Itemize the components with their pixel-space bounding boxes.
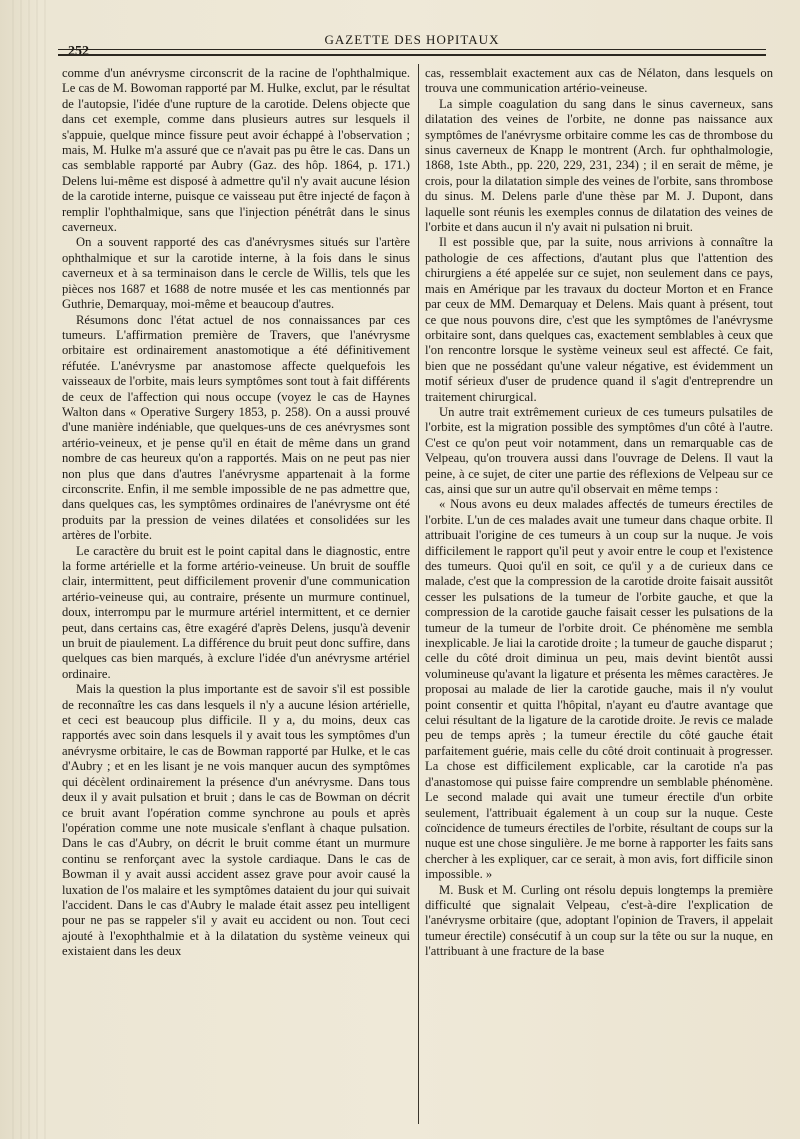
page-header [56, 30, 768, 64]
paragraph: Le caractère du bruit est le point capital dans le diagnostic, entre la forme artérielle et la forme artério-veineuse. Un bruit de souffle clair, intermittent, peut difficilement provenir d'une communication artério-veineuse qui, au contraire, présente un murmure continuel, doux, interrompu par le murmure artériel intermittent, et ce dernier peut, dans certains cas, être exagéré d'après Delens, jusqu'à devenir un bruit de piaulement. La différence du bruit peut donc suffire, dans quelques cas bien marqués, à exclure l'idée d'un anévrysme artériel ordinaire. [62, 543, 410, 681]
paragraph: Un autre trait extrêmement curieux de ces tumeurs pulsatiles de l'orbite, est la migration possible des symptômes d'un côté à l'autre. C'est ce qu'on peut voir notamment, dans un remarquable cas de Velpeau, qu'on trouvera aussi dans l'ouvrage de Delens. Il vaut la peine, à ce sujet, de citer une partie des réflexions de Velpeau sur ce cas, ainsi que sur un autre qu'il observait en même temps : [425, 404, 773, 496]
paragraph: « Nous avons eu deux malades affectés de tumeurs érectiles de l'orbite. L'un de ces malades avait une tumeur dans chaque orbite. Il attribuait l'origine de ces tumeurs à un coup sur la nuque. Je vois difficilement le rapport qu'il peut y avoir entre le coup et l'existence des tumeurs. Quoi qu'il en soit, ce qu'il y a de curieux dans ce malade, c'est que la compression de la carotide droite faisait aussitôt cesser les pulsations de la tumeur de l'orbite gauche, et que la compression de la carotide gauche faisait cesser les pulsations de la tumeur de la tumeur de l'orbite droit. Ce phénomène me sembla inexplicable. Je liai la carotide droite ; la tumeur de gauche disparut ; celle du côté droit diminua un peu, mais devint bientôt aussi volumineuse qu'avant la ligature et présenta les mêmes caractères. Je proposai au malade de lier la carotide gauche, mais il n'y voulut point consentir et quitta l'hôpital, n'ayant eu d'autre avantage que celui résultant de la ligature de la carotide droite. Je revis ce malade peu de temps après ; la tumeur érectile du côté gauche était parfaitement guérie, mais celle du côté droit continuait à progresser. La chose est difficilement explicable, car la carotide n'a pas d'anastomose qui puisse faire comprendre un semblable phénomène. Le second malade qui avait une tumeur érectile d'un orbite seulement, l'attribuait également à un coup sur la nuque. Ceste coïncidence de tumeurs érectiles de l'orbite, résultant de coups sur la nuque est une chose singulière. Je me borne à rapporter les faits sans chercher à les expliquer, car ce serait, à mon avis, fort difficile sinon impossible. » [425, 497, 773, 882]
journal-title: GAZETTE DES HOPITAUX [324, 32, 500, 47]
paragraph: On a souvent rapporté des cas d'anévrysmes situés sur l'artère ophthalmique et sur la carotide interne, à la fois dans le sinus caverneux et à sa terminaison dans le cercle de Willis, tels que les pièces nos 1687 et 1688 de notre musée et les cas mentionnés par Guthrie, Demarquay, moi-même et beaucoup d'autres. [62, 235, 410, 312]
column-divider [418, 64, 419, 1124]
paragraph: Mais la question la plus importante est de savoir s'il est possible de reconnaître les cas dans lesquels il n'y a aucune lésion artérielle, et ceci est beaucoup plus difficile. Il y a, du moins, deux cas rapportés avec soin dans lesquels il y avait tous les symptômes d'un anévrysme orbitaire, le cas de Bowman rapporté par Hulke, et le cas d'Aubry ; et en les lisant je ne vois manquer aucun des symptômes qui décèlent ordinairement la présence d'un anévrysme. Dans tous deux il y avait pulsation et bruit ; dans le cas de Bowman on décrit ce bruit avant l'opération comme synchrone au pouls et après l'opération comme une note musicale s'enflant à chaque pulsation. Dans le cas d'Aubry, on décrit le bruit comme étant un murmure continu se renforçant avec la systole cardiaque. Dans le cas de Bowman il y avait aussi accident assez grave pour avoir causé la luxation de l'os malaire et les symptômes dataient du jour qui suivait l'accident. Dans le cas d'Aubry le malade était assez peu intelligent pour ne pas se rappeler s'il y avait eu accident ou non. Tout ceci ajouté à l'exophthalmie et à la dilatation du système veineux qui existaient dans les deux [62, 682, 410, 959]
paragraph: La simple coagulation du sang dans le sinus caverneux, sans dilatation des veines de l'orbite, ne donne pas naissance aux symptômes de l'anévrysme orbitaire comme les cas de thrombose du sinus caverneux de Knapp le montrent (Arch. fur ophthalmologie, 1868, 1ste Abth., pp. 220, 229, 231, 234) ; il en serait de même, je crois, pour la dilatation simple des veines de l'orbite, sans thrombose du sinus. M. Delens parle d'une thèse par M. J. Dupont, dans laquelle sont réunis les exemples connus de dilatation des veines de l'orbite et dans aucun il n'y avait ni pulsation ni bruit. [425, 96, 773, 235]
header-rule-thin [58, 49, 766, 50]
header-rule-thick [58, 54, 766, 56]
page-edge-shadow [6, 0, 46, 1139]
page-number: 252 [68, 44, 89, 59]
left-column [62, 66, 410, 960]
paragraph: cas, ressemblait exactement aux cas de Nélaton, dans lesquels on trouva une communication artério-veineuse. [425, 66, 773, 96]
paragraph: M. Busk et M. Curling ont résolu depuis longtemps la première difficulté que signalait Velpeau, c'est-à-dire l'explication de l'anévrysme orbitaire (que, adoptant l'opinion de Travers, il appelait tumeur érectile) consécutif à un coup sur la tête ou sur la nuque, en l'attribuant à une fracture de la base [425, 882, 773, 959]
paragraph: comme d'un anévrysme circonscrit de la racine de l'ophthalmique. Le cas de M. Bowoman rapporté par M. Hulke, exclut, par le résultat de l'autopsie, l'idée d'une rupture de la carotide. Delens objecte que dans cet exemple, comme dans plusieurs autres sur lesquels il s'appuie, quelque mince fissure peut avoir échappé à l'observation ; mais, M. Hulke m'a assuré que ce n'avait pas pu être le cas. Dans un cas semblable rapporté par Aubry (Gaz. des hôp. 1864, p. 171.) Delens lui-même est disposé à admettre qu'il n'y avait aucune lésion de la carotide interne, puisque ce vaisseau put être injecté de façon à remplir l'ophthalmique, sans que l'injection pénétrât dans le sinus caverneux. [62, 66, 410, 235]
paragraph: Il est possible que, par la suite, nous arrivions à connaître la pathologie de ces affections, d'autant plus que l'attention des chirurgiens a été appelée sur ce sujet, non seulement dans ce pays, mais en Amérique par les travaux du docteur Morton et en France par ceux de MM. Demarquay et Delens. Mais quant à présent, tout ce que nous pouvons dire, c'est que les symptômes de l'anévrysme orbitaire sont, dans quelques cas, exactement semblables à ceux que l'on rencontre lorsque le système veineux seul est affecté. Ce fait, bien que ne possédant qu'une valeur négative, est évidemment un motif sérieux d'user de prudence quand il s'agit d'entreprendre un traitement chirurgical. [425, 235, 773, 404]
paragraph: Résumons donc l'état actuel de nos connaissances par ces tumeurs. L'affirmation première de Travers, que l'anévrysme orbitaire est ordinairement anastomotique a été définitivement réfutée. L'anévrysme par anastomose affecte quelquefois les vaisseaux de l'orbite, mais leurs symptômes sont tout à fait différents de ceux de l'affection qui nous occupe (voyez le cas de Haynes Walton dans « Operative Surgery 1853, p. 258). On a aussi prouvé d'une manière indéniable, que quelques-uns de ces anévrysmes sont artério-veineux, et je pense qu'il en était de même dans un grand nombre de cas heureux qu'on a rapportés. Mais on ne peut pas nier non plus que dans d'autres l'anévrysme appartenait à la forme circonscrite. Enfin, il me semble impossible de ne pas admettre que, dans quelques cas, les symptômes ordinaires de l'anévrysme ont été produits par la pression de veines dilatées et consolidées sur les artères de l'orbite. [62, 312, 410, 543]
right-column [425, 66, 773, 960]
